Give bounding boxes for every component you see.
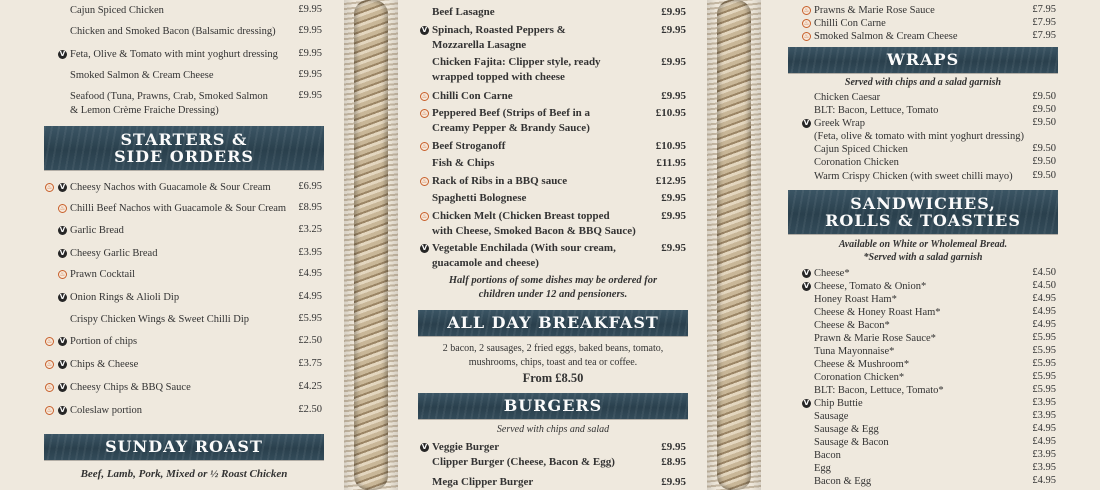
vegetarian-icon: V: [421, 443, 428, 451]
item-name: Prawn & Marie Rose Sauce*: [814, 333, 936, 344]
rope-divider-1: [344, 0, 398, 490]
item-name: Onion Rings & Alioli Dip: [70, 292, 180, 303]
item-name: Cheese & Honey Roast Ham*: [814, 307, 941, 318]
item-name: Coleslaw portion: [70, 405, 143, 416]
menu-column-left: [44, 0, 324, 490]
item-name: Chips & Cheese: [70, 359, 139, 370]
spicy-icon: ♨: [46, 361, 53, 368]
item-name: Sausage: [814, 411, 849, 422]
starters-title-line1: STARTERS &: [120, 130, 248, 149]
item-name: Chilli Beef Nachos with Guacamole & Sour Cream: [70, 203, 287, 214]
vegetarian-icon: V: [59, 293, 66, 301]
vegetarian-icon: V: [421, 26, 428, 34]
item-name: Seafood (Tuna, Prawns, Crab, Smoked Salmon: [70, 91, 268, 102]
item-price: £5.95: [1032, 332, 1056, 343]
item-price: £9.95: [298, 90, 322, 101]
item-name: Egg: [814, 463, 831, 474]
item-price: £4.95: [1032, 475, 1056, 486]
item-price: £9.95: [298, 48, 322, 59]
item-price: £4.95: [1032, 436, 1056, 447]
item-price: £9.95: [661, 90, 686, 102]
item-name: Smoked Salmon & Cream Cheese: [814, 31, 958, 42]
rope-divider-2: [707, 0, 761, 490]
item-price: £3.75: [298, 358, 322, 369]
vegetarian-icon: V: [59, 183, 66, 191]
item-name: Cheese, Tomato & Onion*: [814, 281, 927, 292]
item-price: £4.95: [298, 268, 322, 279]
item-price: £9.50: [1032, 143, 1056, 154]
item-name: BLT: Bacon, Lettuce, Tomato*: [814, 385, 944, 396]
vegetarian-icon: V: [803, 119, 810, 127]
item-name: Peppered Beef (Strips of Beef in a: [432, 107, 591, 119]
item-name: Rack of Ribs in a BBQ sauce: [432, 175, 568, 187]
wraps-banner: [788, 47, 1058, 73]
starters-banner: [44, 126, 324, 170]
menu-column-middle: [418, 0, 688, 490]
item-price: £3.95: [1032, 397, 1056, 408]
sandwiches-banner: [788, 190, 1058, 234]
item-price: £5.95: [298, 313, 322, 324]
item-name-continued: Mozzarella Lasagne: [432, 39, 527, 51]
breakfast-desc-1: 2 bacon, 2 sausages, 2 fried eggs, baked beans, tomato,: [442, 343, 664, 354]
item-name: Chilli Con Carne: [814, 18, 886, 29]
item-name-continued: with Cheese, Smoked Bacon & BBQ Sauce): [432, 225, 636, 237]
spicy-icon: ♨: [803, 33, 810, 40]
sandwiches-title-line1: SANDWICHES,: [850, 194, 996, 213]
item-price: £2.50: [298, 335, 322, 346]
item-price: £9.50: [1032, 117, 1056, 128]
item-price: £9.95: [661, 441, 686, 453]
item-name: Chip Buttie: [814, 398, 863, 409]
menu-column-right: [788, 0, 1058, 490]
item-name: Bacon: [814, 450, 841, 461]
spicy-icon: ♨: [46, 184, 53, 191]
item-price: £2.50: [298, 404, 322, 415]
item-price: £4.25: [298, 381, 322, 392]
vegetarian-icon: V: [59, 383, 66, 391]
item-price: £4.95: [298, 291, 322, 302]
item-name: Cheese & Bacon*: [814, 320, 890, 331]
vegetarian-icon: V: [59, 337, 66, 345]
vegetarian-icon: V: [803, 282, 810, 290]
item-price: £7.95: [1032, 30, 1056, 41]
item-price: £5.95: [1032, 345, 1056, 356]
item-name: Chicken Melt (Chicken Breast topped: [432, 210, 610, 222]
item-price: £11.95: [656, 157, 686, 169]
item-name-continued: & Lemon Crème Fraiche Dressing): [70, 105, 219, 116]
item-name: Cheesy Garlic Bread: [70, 248, 158, 259]
spicy-icon: ♨: [803, 20, 810, 27]
sandwiches-title-line2: ROLLS & TOASTIES: [825, 211, 1021, 230]
item-price: £9.50: [1032, 91, 1056, 102]
item-name: Mega Clipper Burger: [432, 476, 534, 488]
spicy-icon: ♨: [421, 143, 428, 150]
sandwiches-note-2: *Served with a salad garnish: [863, 252, 983, 263]
item-name: Cheese & Mushroom*: [814, 359, 910, 370]
item-name: Chicken Fajita: Clipper style, ready: [432, 56, 601, 68]
item-name: Crispy Chicken Wings & Sweet Chilli Dip: [70, 314, 250, 325]
vegetarian-icon: V: [803, 269, 810, 277]
item-name: Cheese*: [814, 268, 850, 279]
item-name: Beef Lasagne: [432, 6, 495, 18]
item-name-continued: Creamy Pepper & Brandy Sauce): [432, 122, 590, 134]
item-price: £9.95: [298, 25, 322, 36]
spicy-icon: ♨: [421, 110, 428, 117]
item-price: £8.95: [661, 456, 686, 468]
spicy-icon: ♨: [46, 384, 53, 391]
item-name: Coronation Chicken: [814, 157, 899, 168]
item-price: £9.95: [661, 210, 686, 222]
vegetarian-icon: V: [803, 399, 810, 407]
item-name: Fish & Chips: [432, 157, 495, 169]
burgers-banner: [418, 393, 688, 419]
item-name-continued: guacamole and cheese): [432, 257, 539, 269]
item-price: £9.95: [661, 56, 686, 68]
item-name: Spaghetti Bolognese: [432, 192, 527, 204]
item-price: £9.95: [298, 69, 322, 80]
sunday-roast-banner: [44, 434, 324, 460]
item-name: (Feta, olive & tomato with mint yoghurt dressing): [814, 131, 1024, 142]
item-name: BLT: Bacon, Lettuce, Tomato: [814, 105, 939, 116]
item-name: Sausage & Egg: [814, 424, 879, 435]
item-price: £5.95: [1032, 384, 1056, 395]
item-name: Honey Roast Ham*: [814, 294, 897, 305]
item-name: Cheesy Chips & BBQ Sauce: [70, 382, 191, 393]
item-name: Smoked Salmon & Cream Cheese: [70, 70, 214, 81]
item-name: Chilli Con Carne: [432, 90, 513, 102]
sunday-roast-note: Beef, Lamb, Pork, Mixed or ½ Roast Chicken: [80, 468, 288, 480]
item-price: £3.95: [298, 247, 322, 258]
item-price: £5.95: [1032, 358, 1056, 369]
vegetarian-icon: V: [59, 406, 66, 414]
item-price: £9.50: [1032, 104, 1056, 115]
item-price: £10.95: [655, 140, 686, 152]
item-price: £9.95: [298, 4, 322, 15]
item-name: Spinach, Roasted Peppers &: [432, 24, 566, 36]
item-price: £7.95: [1032, 17, 1056, 28]
item-name: Garlic Bread: [70, 225, 124, 236]
item-price: £3.25: [298, 224, 322, 235]
item-name: Vegetable Enchilada (With sour cream,: [432, 242, 616, 254]
item-name: Veggie Burger: [432, 441, 500, 453]
item-price: £3.95: [1032, 410, 1056, 421]
item-name: Beef Stroganoff: [432, 140, 506, 152]
sunday-roast-title: SUNDAY ROAST: [105, 437, 263, 456]
spicy-icon: ♨: [421, 93, 428, 100]
wraps-title: WRAPS: [886, 50, 960, 69]
item-price: £5.95: [1032, 371, 1056, 382]
item-price: £4.50: [1032, 280, 1056, 291]
item-name: Prawn Cocktail: [70, 269, 136, 280]
item-name: Prawns & Marie Rose Sauce: [814, 5, 935, 16]
breakfast-desc-2: mushrooms, chips, toast and tea or coffee.: [468, 357, 638, 368]
burgers-title: BURGERS: [503, 396, 603, 415]
item-price: £4.50: [1032, 267, 1056, 278]
item-name: Sausage & Bacon: [814, 437, 889, 448]
item-name-continued: wrapped topped with cheese: [432, 71, 565, 83]
item-price: £12.95: [655, 175, 686, 187]
item-price: £4.95: [1032, 319, 1056, 330]
vegetarian-icon: V: [59, 50, 66, 58]
spicy-icon: ♨: [46, 338, 53, 345]
item-name: Feta, Olive & Tomato with mint yoghurt dressing: [70, 49, 278, 60]
item-name: Cajun Spiced Chicken: [814, 144, 908, 155]
item-price: £9.50: [1032, 170, 1056, 181]
item-price: £9.95: [661, 242, 686, 254]
spicy-icon: ♨: [59, 205, 66, 212]
item-name: Chicken Caesar: [814, 92, 881, 103]
item-price: £9.95: [661, 192, 686, 204]
half-portions-note-1: Half portions of some dishes may be ordered for: [448, 275, 658, 286]
item-price: £9.95: [661, 476, 686, 488]
item-price: £4.95: [1032, 293, 1056, 304]
item-name: Greek Wrap: [814, 118, 865, 129]
item-name: Coronation Chicken*: [814, 372, 905, 383]
spicy-icon: ♨: [421, 178, 428, 185]
vegetarian-icon: V: [59, 360, 66, 368]
item-price: £7.95: [1032, 4, 1056, 15]
item-name: Cheesy Nachos with Guacamole & Sour Cream: [70, 182, 271, 193]
breakfast-title: ALL DAY BREAKFAST: [447, 313, 659, 332]
item-price: £3.95: [1032, 449, 1056, 460]
item-price: £4.95: [1032, 306, 1056, 317]
burgers-note: Served with chips and salad: [496, 424, 610, 435]
item-price: £8.95: [298, 202, 322, 213]
half-portions-note-2: children under 12 and pensioners.: [478, 289, 628, 300]
item-name: Tuna Mayonnaise*: [814, 346, 895, 357]
item-price: £9.95: [661, 24, 686, 36]
item-price: £10.95: [655, 107, 686, 119]
item-name: Warm Crispy Chicken (with sweet chilli mayo): [814, 171, 1013, 182]
vegetarian-icon: V: [59, 226, 66, 234]
item-price: £6.95: [298, 181, 322, 192]
starters-title-line2: SIDE ORDERS: [114, 147, 254, 166]
wraps-note: Served with chips and a salad garnish: [844, 77, 1002, 88]
vegetarian-icon: V: [59, 249, 66, 257]
spicy-icon: ♨: [421, 213, 428, 220]
item-price: £9.50: [1032, 156, 1056, 167]
item-name: Bacon & Egg: [814, 476, 872, 487]
item-price: £9.95: [661, 6, 686, 18]
sandwiches-note-1: Available on White or Wholemeal Bread.: [838, 239, 1008, 250]
breakfast-banner: [418, 310, 688, 336]
item-name: Chicken and Smoked Bacon (Balsamic dressing): [70, 26, 276, 37]
spicy-icon: ♨: [803, 7, 810, 14]
breakfast-price: From £8.50: [522, 371, 584, 385]
item-price: £3.95: [1032, 462, 1056, 473]
item-price: £4.95: [1032, 423, 1056, 434]
vegetarian-icon: V: [421, 244, 428, 252]
item-name: Portion of chips: [70, 336, 138, 347]
spicy-icon: ♨: [59, 271, 66, 278]
item-name: Cajun Spiced Chicken: [70, 5, 164, 16]
spicy-icon: ♨: [46, 407, 53, 414]
item-name: Clipper Burger (Cheese, Bacon & Egg): [432, 456, 615, 468]
